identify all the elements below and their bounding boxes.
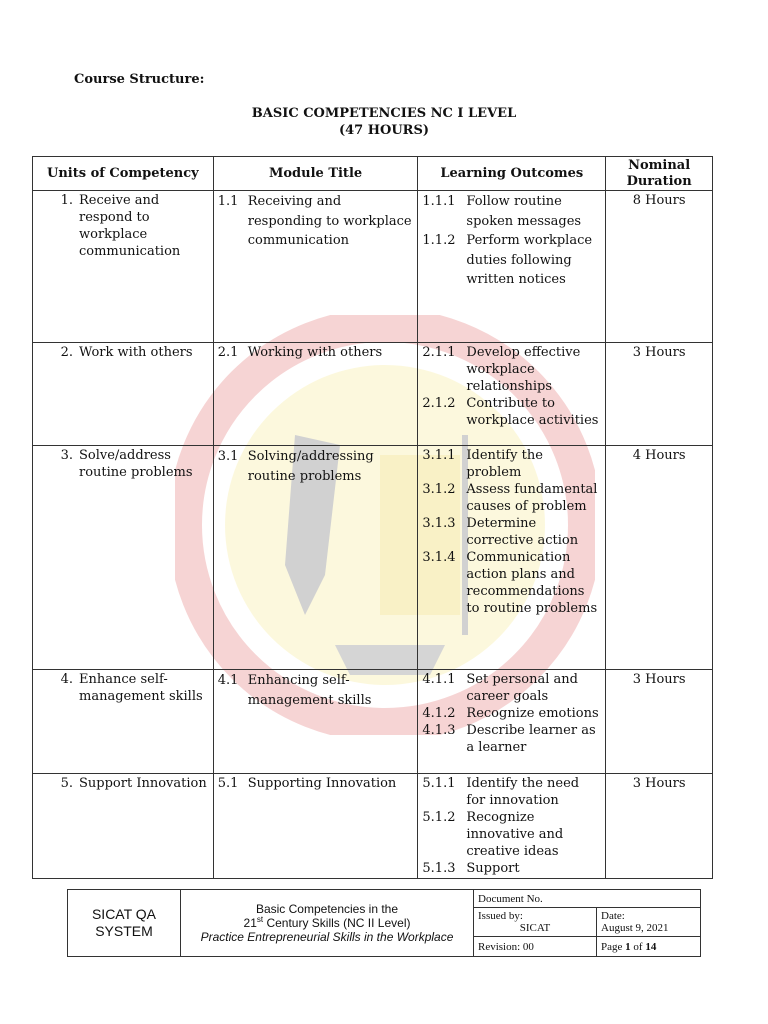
module-title: Supporting Innovation [247,776,397,791]
duration-cell: 4 Hours [606,446,713,670]
unit-title: Receive and respond to workplace communication [79,193,181,259]
module-title: Solving/addressing routine problems [247,449,374,484]
document-number-label: Document No. [474,890,701,908]
outcome-item: 5.1.1 Identify the need for innovation [422,776,580,808]
module-number: 4.1 [217,673,239,688]
unit-number: 5. [60,776,73,791]
module-number: 1.1 [217,194,239,209]
outcome-item: 2.1.1 Develop effective workplace relationships [422,345,581,394]
module-number: 5.1 [217,776,239,791]
unit-title: Support Innovation [79,776,207,791]
page-number: Page 1 of 14 [597,937,701,957]
module-title: Working with others [247,345,383,360]
table-row [33,191,713,343]
competency-table [32,156,713,879]
unit-title: Enhance self-management skills [79,672,203,704]
page-title: BASIC COMPETENCIES NC I LEVEL [251,106,517,121]
duration-cell: 3 Hours [606,774,713,879]
footer-title: Basic Competencies in the 21st Century Skills (NC II Level) Practice Entrepreneurial Skills in the Workplace [181,890,474,957]
unit-title: Work with others [79,345,193,360]
system-label: SICAT QA SYSTEM [68,890,181,957]
outcome-item: 4.1.1 Set personal and career goals [422,672,578,704]
table-row [33,670,713,774]
header-outcomes: Learning Outcomes [418,157,606,191]
document-footer [67,889,701,957]
module-title: Receiving and responding to workplace communication [247,194,412,248]
outcome-item: 5.1.3 Support [422,861,520,876]
outcome-item: 4.1.3 Describe learner as a learner [422,723,596,755]
course-structure-label: Course Structure: [74,72,205,87]
unit-number: 3. [60,448,73,463]
duration-cell: 3 Hours [606,343,713,446]
outcome-item: 2.1.2 Contribute to workplace activities [422,396,599,428]
outcome-item: 1.1.1 Follow routine spoken messages [422,194,582,229]
module-number: 3.1 [217,449,239,464]
issued-by: Issued by: SICAT [474,908,597,937]
table-row [33,343,713,446]
header-module: Module Title [213,157,418,191]
unit-number: 4. [60,672,73,687]
unit-title: Solve/address routine problems [79,448,193,480]
header-units: Units of Competency [33,157,214,191]
outcome-item: 3.1.3 Determine corrective action [422,516,579,548]
outcome-item: 4.1.2 Recognize emotions [422,706,599,721]
outcome-item: 3.1.2 Assess fundamental causes of problem [422,482,598,514]
header-duration: Nominal Duration [606,157,713,191]
outcome-item: 1.1.2 Perform workplace duties following written notices [422,233,593,287]
outcome-item: 3.1.1 Identify the problem [422,448,543,480]
unit-number: 2. [60,345,73,360]
outcome-item: 3.1.4 Communication action plans and recommendations to routine problems [422,550,598,616]
revision-number: Revision: 00 [474,937,597,957]
duration-cell: 8 Hours [606,191,713,343]
outcome-item: 5.1.2 Recognize innovative and creative ideas [422,810,564,859]
duration-cell: 3 Hours [606,670,713,774]
page-subtitle-hours: (47 HOURS) [338,123,430,138]
unit-number: 1. [60,193,73,208]
module-title: Enhancing self-management skills [247,673,372,708]
table-row [33,774,713,879]
table-row [33,446,713,670]
module-number: 2.1 [217,345,239,360]
issue-date: Date: August 9, 2021 [597,908,701,937]
